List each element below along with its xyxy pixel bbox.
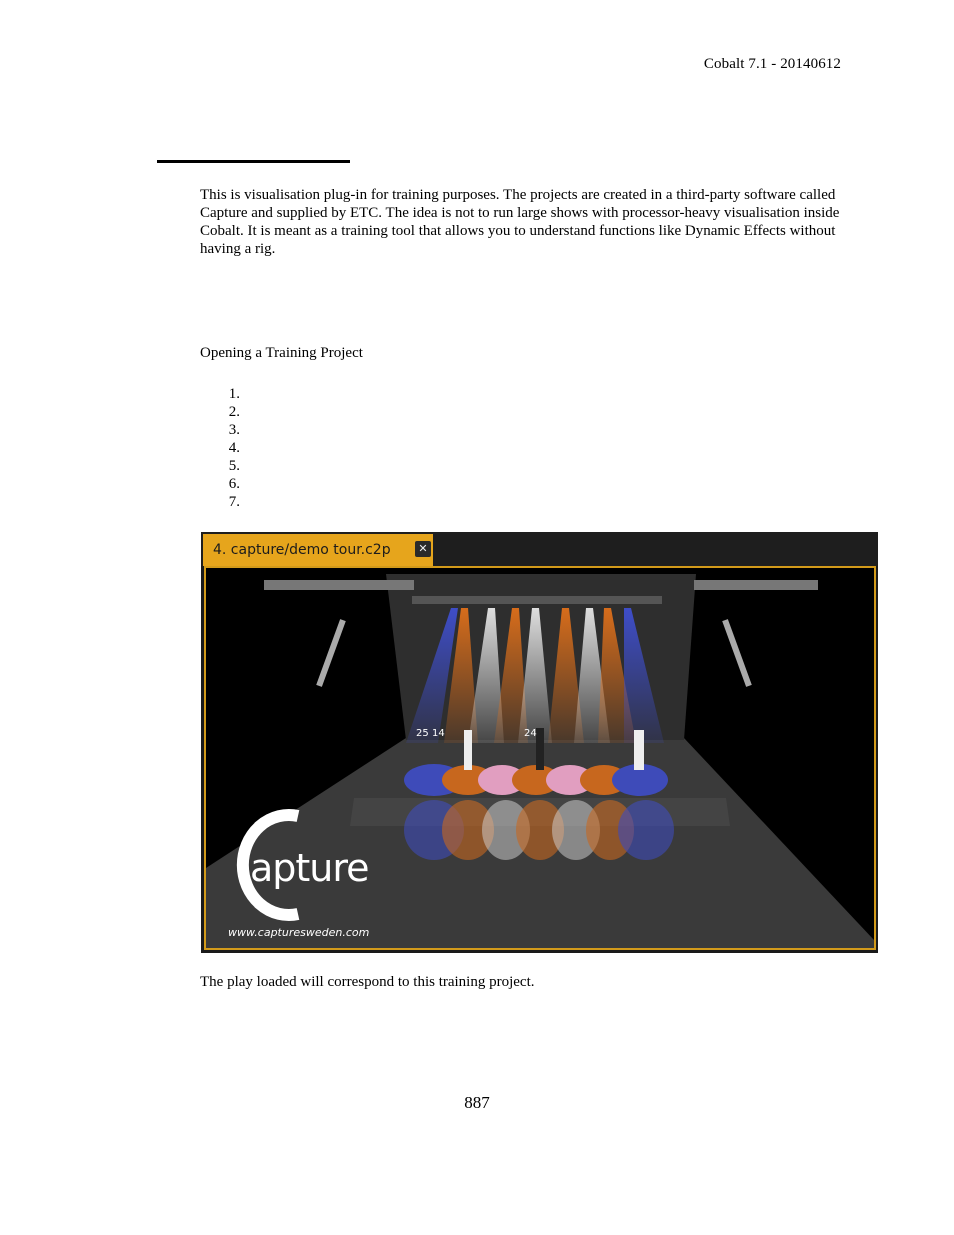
- performer: [536, 728, 544, 770]
- stage-viewport[interactable]: [204, 566, 876, 950]
- page-number: 887: [464, 1093, 490, 1112]
- document-version: Cobalt 7.1 - 20140612: [703, 56, 841, 72]
- fixture-label: 25: [416, 728, 429, 739]
- truss: [412, 596, 662, 604]
- light-pool: [618, 800, 674, 860]
- side-tower: [722, 619, 752, 687]
- step-number: 7.: [228, 494, 240, 510]
- figure-caption: The play loaded will correspond to this training project.: [200, 974, 535, 990]
- step-number: 3.: [228, 422, 240, 438]
- capture-logo-url: www.capturesweden.com: [228, 926, 370, 939]
- performer: [634, 730, 644, 770]
- step-number: 6.: [228, 476, 240, 492]
- stage-render: [206, 568, 874, 948]
- performer: [464, 730, 472, 770]
- step-number: 5.: [228, 458, 240, 474]
- truss: [264, 580, 414, 590]
- fixture-label: 14: [432, 728, 445, 739]
- side-tower: [316, 619, 346, 687]
- intro-paragraph: This is visualisation plug-in for training purposes. The projects are created in a third-party software called Capture and supplied by ETC. The idea is not to run large shows with processor-heavy visualisation inside Cobalt. It is meant as a training tool that allows you to understand functions like Dynamic Effects without having a rig.: [200, 187, 840, 257]
- tab-title: 4. capture/demo tour.c2p: [213, 542, 391, 558]
- procedure-title: Opening a Training Project: [200, 345, 363, 361]
- tab-project[interactable]: [203, 534, 433, 566]
- truss: [694, 580, 818, 590]
- step-number: 1.: [228, 386, 240, 402]
- step-number: 2.: [228, 404, 240, 420]
- step-number: 4.: [228, 440, 240, 456]
- procedure-steps: [200, 385, 240, 511]
- fixture-label: 24: [524, 728, 537, 739]
- tab-strip: [201, 532, 878, 566]
- close-icon[interactable]: ✕: [415, 541, 431, 557]
- capture-logo-text: apture: [250, 846, 369, 890]
- capture-screenshot: [201, 532, 878, 953]
- section-rule: [157, 160, 350, 163]
